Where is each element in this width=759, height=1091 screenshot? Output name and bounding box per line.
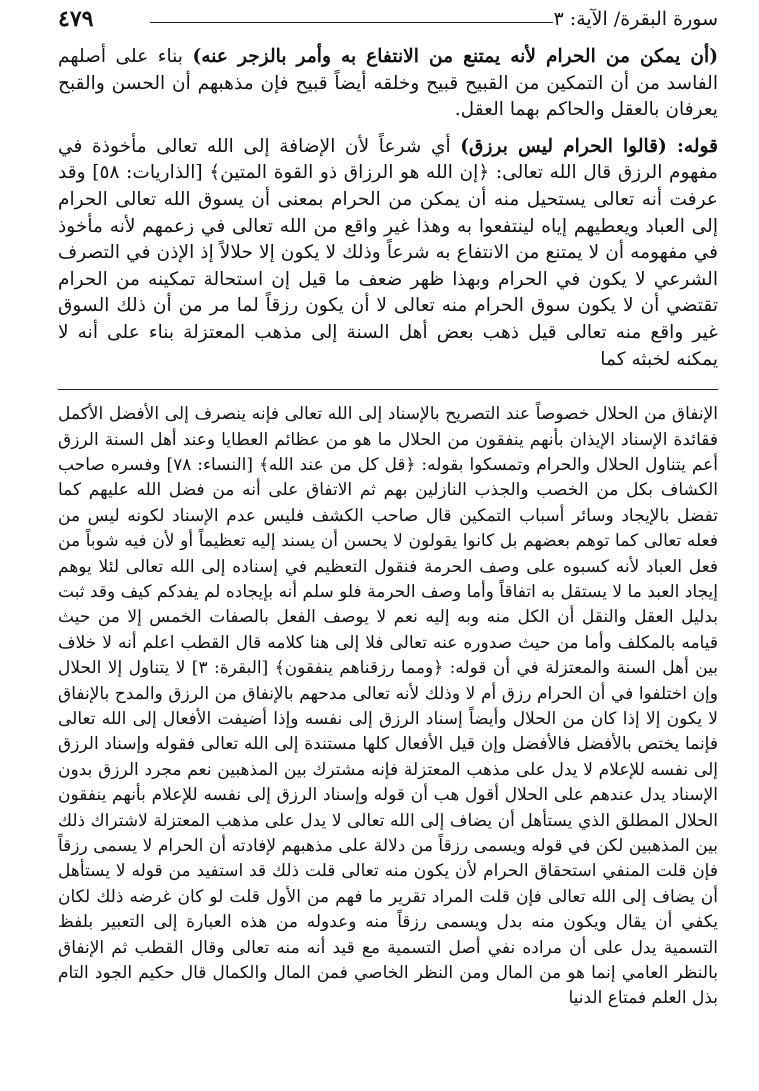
quoted-phrase: (قالوا الحرام ليس برزق)	[460, 135, 667, 157]
header-rule	[150, 22, 553, 23]
quoted-phrase: (أن يمكن من الحرام لأنه يمتنع من الانتفاع به وأمر بالزجر عنه)	[192, 46, 718, 67]
book-page	[58, 6, 718, 1081]
footnote-divider	[58, 389, 718, 390]
page-header	[58, 6, 718, 36]
page-number: ٤٧٩	[58, 6, 94, 32]
commentary-text: أي شرعاً لأن الإضافة إلى الله تعالى مأخوذة في مفهوم الرزق قال الله تعالى: ﴿إن الله هو الرزاق ذو القوة المتين﴾ [الذاريات: ٥٨] وقد عرفت أنه تعالى يستحيل منه أن يمكن من الحرام بمعنى أن يسوق الله تعالى الحرام إلى العباد ويعطيهم إياه لينتفعوا به وهذا غير واقع من الله تعالى في زعمهم لأنه مأخوذ في مفهومه أن لا يمتنع من الانتفاع به شرعاً وذلك لا يكون إلا حلالاً إذ الإذن في التصرف الشرعي لا يكون في الحرام وبهذا ظهر ضعف ما قيل إن استحالة تمكينه من الحرام تقتضي أن لا يكون سوق الحرام منه تعالى لا أن يكون رزقاً لما مر من أن ذلك السوق غير واقع منه تعالى قيل ذهب بعض أهل السنة إلى مذهب المعتزلة بناء على أنه لا يمكنه لخبثه كما	[58, 135, 718, 370]
footnote-text: الإنفاق من الحلال خصوصاً عند التصريح بالإسناد إلى الله تعالى فإنه ينصرف إلى الأفضل الأكمل فقائدة الإسناد الإيذان بأنهم ينفقون من الحلال ما هو من عظائم العطايا وعند أهل السنة الرزق أعم يتناول الحلال والحرام وتمسكوا بقوله: ﴿قل كل من عند الله﴾ [النساء: ٧٨] وفسره صاحب الكشاف بكل من الخصب والجذب النازلين بهم ثم الاتفاق على أنه من فضل الله عليهم كما تفضل بالإيجاد وسائر أسباب التمكين قال صاحب الكشف فليس عدم الإسناد لكونه ليس من فعله تعالى كما توهم بعضهم بل كانوا يقولون لا يحسن أن يسند إليه تعظيماً أو لأن فيه شوباً من فعل العباد لأنه كسبوه على وصف الحرمة فنقول التعظيم في إسناده إلى الله تعالى لئلا يوهم إيجاد العبد ما لا يستقل به اتفاقاً وأما وصف الحرمة فلو سلم أنه بإيجاده لم يفدكم كيف وقد ثبت بدليل العقل والنقل أن الكل منه وبه إليه نعم لا يوصف الفعل بالصفات الخمس إلا من حيث قيامه بالمكلف وأما من حيث صدوره عنه تعالى فلا إلى هنا كلامه قال القطب اعلم أنه لا خلاف بين أهل السنة والمعتزلة في أن قوله: ﴿ومما رزقناهم ينفقون﴾ [البقرة: ٣] لا يتناول إلا الحلال وإن اختلفوا في أن الحرام رزق أم لا وذلك لأنه تعالى مدحهم بالإنفاق من الرزق والمدح بالإنفاق لا يكون إلا إذا كان من الحلال وأيضاً إسناد الرزق إلى نفسه وإذا أضيفت الأفعال إلى الله تعالى فإنما يختص بالأفضل فالأفضل وإن قيل الأفعال كلها مستندة إلى الله تعالى فقوله وإسناد الرزق إلى نفسه للإعلام لا يدل على مذهب المعتزلة فإنه مشترك بين المذهبين نعم مجرد الرزق بدون الإسناد يدل عندهم على الحلال أقول هب أن قوله وإسناد الرزق إلى نفسه للإعلام بأنهم ينفقون الحلال المطلق الذي يستأهل أن يضاف إلى الله تعالى لا يدل على مذهب المعتزلة لاشتراك ذلك بين المذهبين لكن في قوله ويسمى رزقاً من دلالة على مذهبهم لإفادته أن الحرام لا يسمى رزقاً فإن قلت المنفي استحقاق الحرام لأن يكون منه تعالى قلت ذلك قد استفيد من قوله لا يستأهل أن يضاف إلى الله تعالى فإن قلت المراد تقرير ما فهم من الأول قلت لو كان غرضه ذلك لكان يكفي أن يقال ويكون منه بدل ويسمى رزقاً منه وعدوله من هذه العبارة إلى التعبير بلفظ التسمية يدل على أن مراده نفي أصل التسمية مع قيد أنه منه تعالى وقال القطب ثم الإنفاق بالنظر العامي إنما هو من المال ومن النظر الخاصي فمن المال والكمال قال حكيم الجود التام بذل العلم فمتاع الدنيا	[58, 404, 719, 1009]
surah-verse-label: سورة البقرة/ الآية: ٣	[553, 8, 718, 30]
footnote-block	[58, 402, 718, 1012]
main-paragraph-2	[58, 134, 718, 373]
commentary-text: بناء على أصلهم الفاسد من أن التمكين من القبيح قبيح وخلقه أيضاً قبيح فإن مذهبهم أن الحسن والقبح يعرفان بالعقل والحاكم بهما العقل.	[58, 46, 718, 121]
main-text	[58, 44, 718, 373]
main-paragraph-1	[58, 44, 718, 124]
paragraph-lead: قوله:	[666, 135, 718, 157]
